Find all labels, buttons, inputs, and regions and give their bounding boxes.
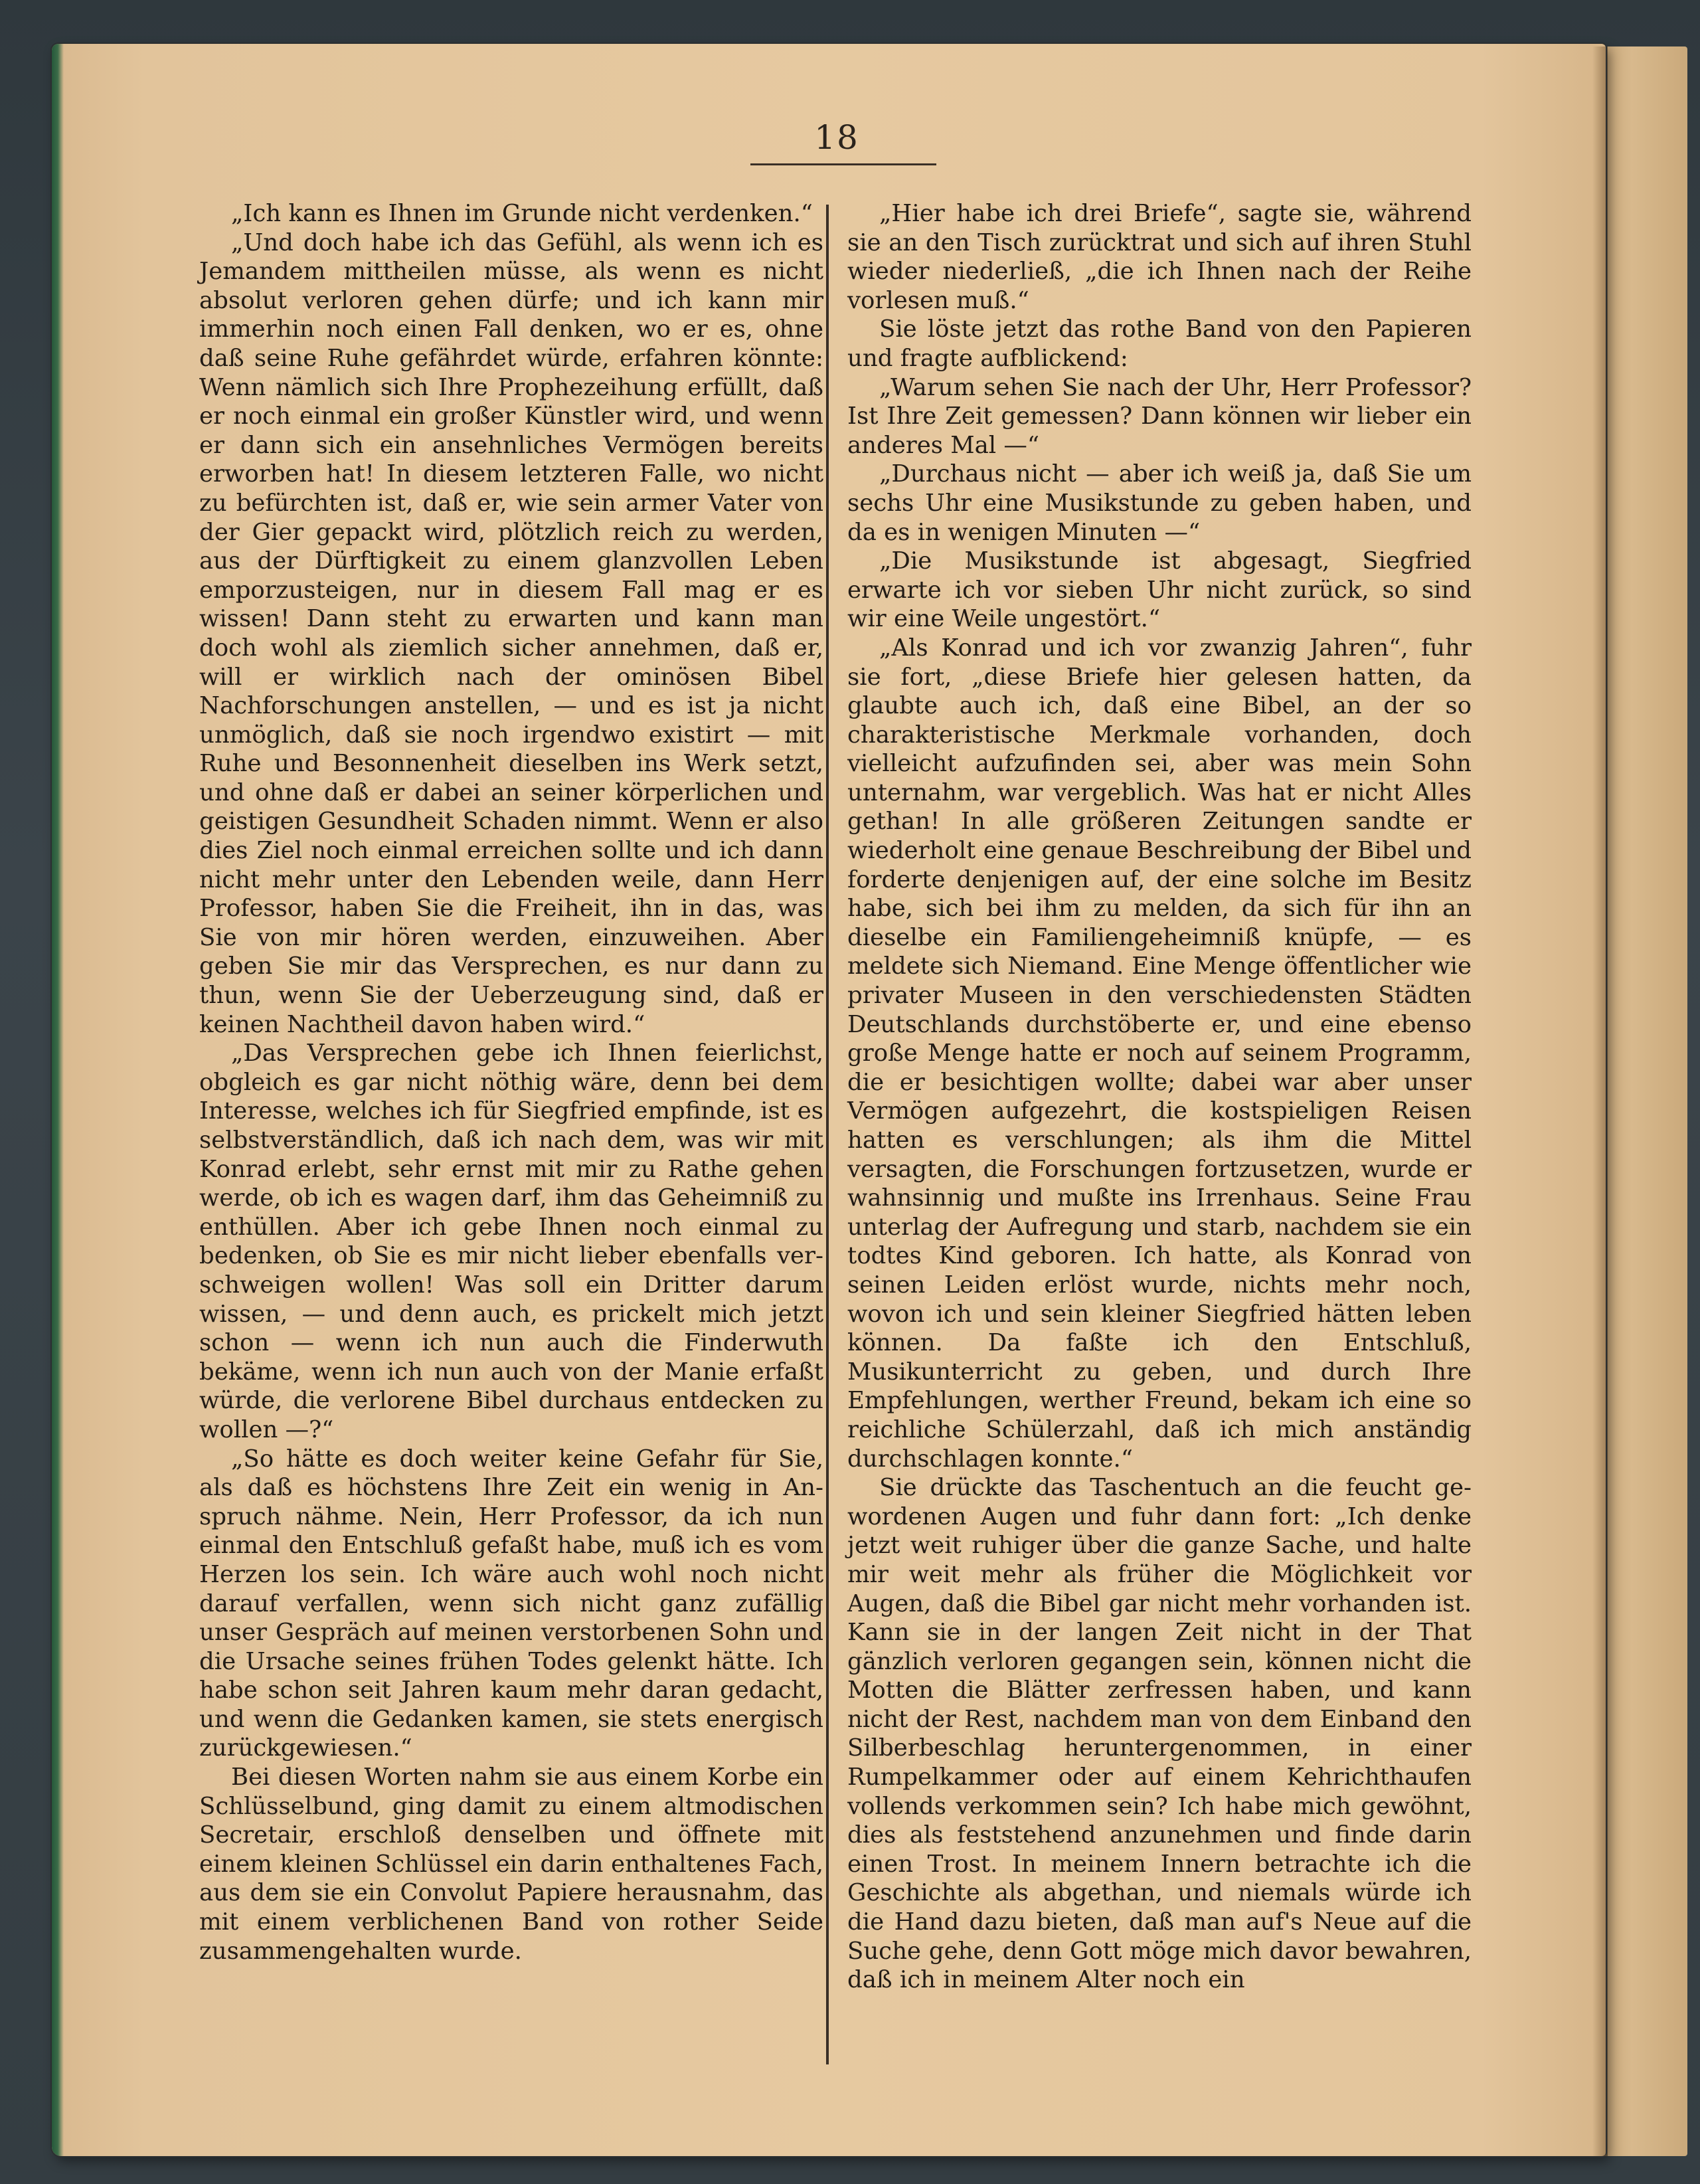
book-binding <box>52 44 64 2156</box>
paragraph: „Die Musikstunde ist abgesagt, Siegfried erwarte ich vor sieben Uhr nicht zurück, so sind wir eine Weile ungestört.“ <box>847 547 1472 633</box>
paragraph: „So hätte es doch weiter keine Gefahr für Sie, als daß es höchstens Ihre Zeit ein wenig in Anspruch nähme. Nein, Herr Professor, da ich nun einmal den Entschluß gefaßt habe, muß ich es vom Herzen los sein. Ich wäre auch wohl noch nicht darauf verfallen, wenn sich nicht ganz zufällig unser Gespräch auf meinen verstorbenen Sohn und die Ursache seines frühen Todes gelenkt hätte. Ich habe schon seit Jahren kaum mehr daran gedacht, und wenn die Gedanken kamen, sie stets energisch zurückgewiesen.“ <box>199 1445 823 1762</box>
spine-shadow <box>1592 46 1606 2156</box>
paragraph: „Warum sehen Sie nach der Uhr, Herr Professor? Ist Ihre Zeit gemessen? Dann können wir lieber ein anderes Mal —“ <box>847 373 1472 459</box>
header-rule <box>750 163 936 165</box>
paragraph: „Und doch habe ich das Gefühl, als wenn ich es Jemandem mittheilen müsse, als wenn es nicht absolut verloren gehen dürfe; und ich kann mir immerhin noch einen Fall denken, wo er es, ohne daß seine Ruhe gefährdet würde, erfahren könnte: Wenn nämlich sich Ihre Prophezeihung erfüllt, daß er noch einmal ein großer Künstler wird, und wenn er dann sich ein ansehnliches Vermögen bereits erworben hat! In diesem letzteren Falle, wo nicht zu befürchten ist, daß er, wie sein armer Vater von der Gier gepackt wird, plötzlich reich zu werden, aus der Dürftigkeit zu einem glanzvollen Leben emporzusteigen, nur in diesem Fall mag er es wissen! Dann steht zu erwarten und kann man doch wohl als ziemlich sicher annehmen, daß er, will er wirklich nach der ominösen Bibel Nachforschungen anstellen, — und es ist ja nicht unmöglich, daß sie noch irgendwo existirt — mit Ruhe und Besonnenheit dieselben ins Werk setzt, und ohne daß er dabei an seiner körperlichen und geistigen Gesundheit Schaden nimmt. Wenn er also dies Ziel noch einmal erreichen sollte und ich dann nicht mehr unter den Lebenden weile, dann Herr Professor, haben Sie die Freiheit, ihn in das, was Sie von mir hören werden, einzuweihen. Aber geben Sie mir das Versprechen, es nur dann zu thun, wenn Sie der Ueberzeugung sind, daß er keinen Nachtheil davon haben wird.“ <box>199 228 823 1038</box>
paragraph: „Das Versprechen gebe ich Ihnen feierlichst, obgleich es gar nicht nöthig wäre, denn bei dem Interesse, welches ich für Siegfried empfinde, ist es selbstverständlich, daß ich nach dem, was wir mit Konrad erlebt, sehr ernst mit mir zu Rathe gehen werde, ob ich es wagen darf, ihm das Geheimniß zu enthüllen. Aber ich gebe Ihnen noch einmal zu bedenken, ob Sie es mir nicht lieber ebenfalls verschweigen wollen! Was soll ein Dritter darum wissen, — und denn auch, es prickelt mich jetzt schon — wenn ich nun auch die Finderwuth bekäme, wenn ich nun auch von der Manie erfaßt würde, die verlorene Bibel durchaus entdecken zu wollen —?“ <box>199 1040 823 1443</box>
paragraph: Sie drückte das Taschentuch an die feucht gewordenen Augen und fuhr dann fort: „Ich denke jetzt weit ruhiger über die ganze Sache, und halte mir weit mehr als früher die Möglichkeit vor Augen, daß die Bibel gar nicht mehr vorhanden ist. Kann sie in der langen Zeit nicht in der That gänzlich verloren gegangen sein, können nicht die Motten die Blätter zerfressen haben, und kann nicht der Rest, nachdem man von dem Einband den Silberbeschlag heruntergenommen, in einer Rumpelkammer oder auf einem Kehrichthaufen vollends verkommen sein? Ich habe mich gewöhnt, dies als feststehend anzunehmen und finde darin einen Trost. In meinem Innern betrachte ich die Geschichte als abgethan, und niemals würde ich die Hand dazu bieten, daß man auf's Neue auf die Suche gehe, denn Gott möge mich davor bewahren, daß ich in meinem Alter noch ein <box>847 1474 1472 1994</box>
paragraph: „Ich kann es Ihnen im Grunde nicht verdenken.“ <box>231 200 813 227</box>
paragraph: „Hier habe ich drei Briefe“, sagte sie, während sie an den Tisch zurücktrat und sich auf ihren Stuhl wieder niederließ, „die ich Ihnen nach der Reihe vorlesen muß.“ <box>847 200 1472 314</box>
paragraph: Bei diesen Worten nahm sie aus einem Korbe ein Schlüsselbund, ging damit zu einem altmodischen Secretair, erschloß denselben und öffnete mit einem kleinen Schlüssel ein darin enthaltenes Fach, aus dem sie ein Convolut Papiere herausnahm, das mit einem verblichenen Band von rother Seide zusammengehalten wurde. <box>199 1764 823 1965</box>
next-page-edge <box>1606 46 1687 2156</box>
paragraph: Sie löste jetzt das rothe Band von den Papieren und fragte aufblickend: <box>847 316 1472 372</box>
paragraph: „Durchaus nicht — aber ich weiß ja, daß Sie um sechs Uhr eine Musikstunde zu geben haben, und da es in wenigen Minuten —“ <box>847 460 1472 546</box>
paragraph: „Als Konrad und ich vor zwanzig Jahren“, fuhr sie fort, „diese Briefe hier gelesen hatten, da glaubte auch ich, daß eine Bibel, an der so charakteristische Merkmale vorhanden, doch vielleicht aufzufinden sei, aber was mein Sohn unternahm, war vergeblich. Was hat er nicht Alles gethan! In alle größeren Zeitungen sandte er wiederholt eine genaue Beschreibung der Bibel und forderte denjenigen auf, der eine solche im Besitz habe, sich bei ihm zu melden, da sich für ihn an dieselbe ein Familiengeheimniß knüpfe, — es meldete sich Niemand. Eine Menge öffentlicher wie privater Museen in den verschiedensten Städten Deutschlands durchstöberte er, und eine ebenso große Menge hatte er noch auf seinem Programm, die er besichtigen wollte; dabei war aber unser Vermögen aufgezehrt, die kostspieligen Reisen hatten es verschlungen; als ihm die Mittel versagten, die Forschungen fortzusetzen, wurde er wahnsinnig und mußte ins Irrenhaus. Seine Frau unterlag der Aufregung und starb, nachdem sie ein todtes Kind geboren. Ich hatte, als Konrad von seinen Leiden erlöst wurde, nichts mehr noch, wovon ich und sein kleiner Siegfried hätten leben können. Da faßte ich den Entschluß, Musikunterricht zu geben, und durch Ihre Empfehlungen, werther Freund, bekam ich eine so reichliche Schülerzahl, daß ich mich anständig durchschlagen konnte.“ <box>847 634 1472 1473</box>
right-column <box>847 199 1472 1995</box>
column-divider <box>826 205 829 2064</box>
left-column <box>199 199 823 1965</box>
page-number: 18 <box>814 118 859 157</box>
